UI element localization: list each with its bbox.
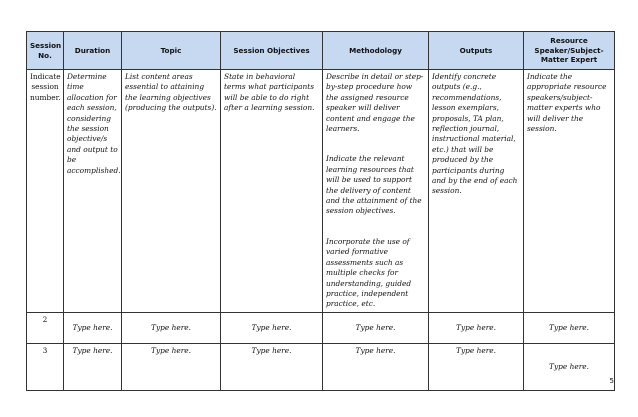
resource-field[interactable]: Type here. — [524, 343, 615, 390]
header-session-no: Session No. — [27, 32, 64, 70]
methodology-field[interactable]: Type here. — [323, 312, 429, 343]
table-row — [27, 312, 615, 343]
topic-field[interactable]: Type here. — [122, 312, 221, 343]
page-number: 5 — [609, 377, 614, 385]
paragraph-gap — [326, 217, 425, 237]
objectives-cell: State in behavioral terms what participants will be able to do right after a learning session. — [221, 70, 323, 313]
methodology-paragraph: Incorporate the use of varied formative assessments such as multiple checks for understanding, guided practice, independent practice, etc. — [326, 236, 412, 309]
resource-field[interactable]: Type here. — [524, 312, 615, 343]
methodology-paragraph: Indicate the relevant learning resources that will be used to support the delivery of content and the attainment of the session objectives. — [326, 154, 422, 216]
header-resource-speaker: Resource Speaker/Subject-Matter Expert — [524, 32, 615, 70]
table-row — [27, 70, 615, 313]
session-cell: 3 — [27, 343, 64, 390]
duration-field[interactable]: Type here. — [64, 312, 122, 343]
header-outputs: Outputs — [429, 32, 524, 70]
header-session-objectives: Session Objectives — [221, 32, 323, 70]
header-row — [27, 32, 615, 70]
header-topic: Topic — [122, 32, 221, 70]
paragraph-gap — [326, 134, 425, 154]
table-row — [27, 343, 615, 390]
outputs-cell: Identify concrete outputs (e.g., recommendations, lesson exemplars, proposals, TA plan, reflection journal, instructional material, etc.) that will be produced by the participants during and by the end of each session. — [429, 70, 524, 313]
header-duration: Duration — [64, 32, 122, 70]
objectives-field[interactable]: Type here. — [221, 312, 323, 343]
session-cell: Indicate session number. — [27, 70, 64, 313]
session-plan-table — [26, 31, 615, 391]
header-methodology: Methodology — [323, 32, 429, 70]
duration-cell: Determine time allocation for each session, considering the session objective/s and output to be accomplished. — [64, 70, 122, 313]
session-cell: 2 — [27, 312, 64, 343]
methodology-cell — [323, 70, 429, 313]
methodology-field[interactable]: Type here. — [323, 343, 429, 390]
duration-field[interactable]: Type here. — [64, 343, 122, 390]
topic-field[interactable]: Type here. — [122, 343, 221, 390]
methodology-paragraph: Describe in detail or step-by-step procedure how the assigned resource speaker will deliver content and engage the learners. — [326, 72, 424, 134]
outputs-field[interactable]: Type here. — [429, 343, 524, 390]
objectives-field[interactable]: Type here. — [221, 343, 323, 390]
resource-cell: Indicate the appropriate resource speakers/subject-matter experts who will deliver the session. — [524, 70, 615, 313]
topic-cell: List content areas essential to attaining the learning objectives (producing the outputs). — [122, 70, 221, 313]
outputs-field[interactable]: Type here. — [429, 312, 524, 343]
